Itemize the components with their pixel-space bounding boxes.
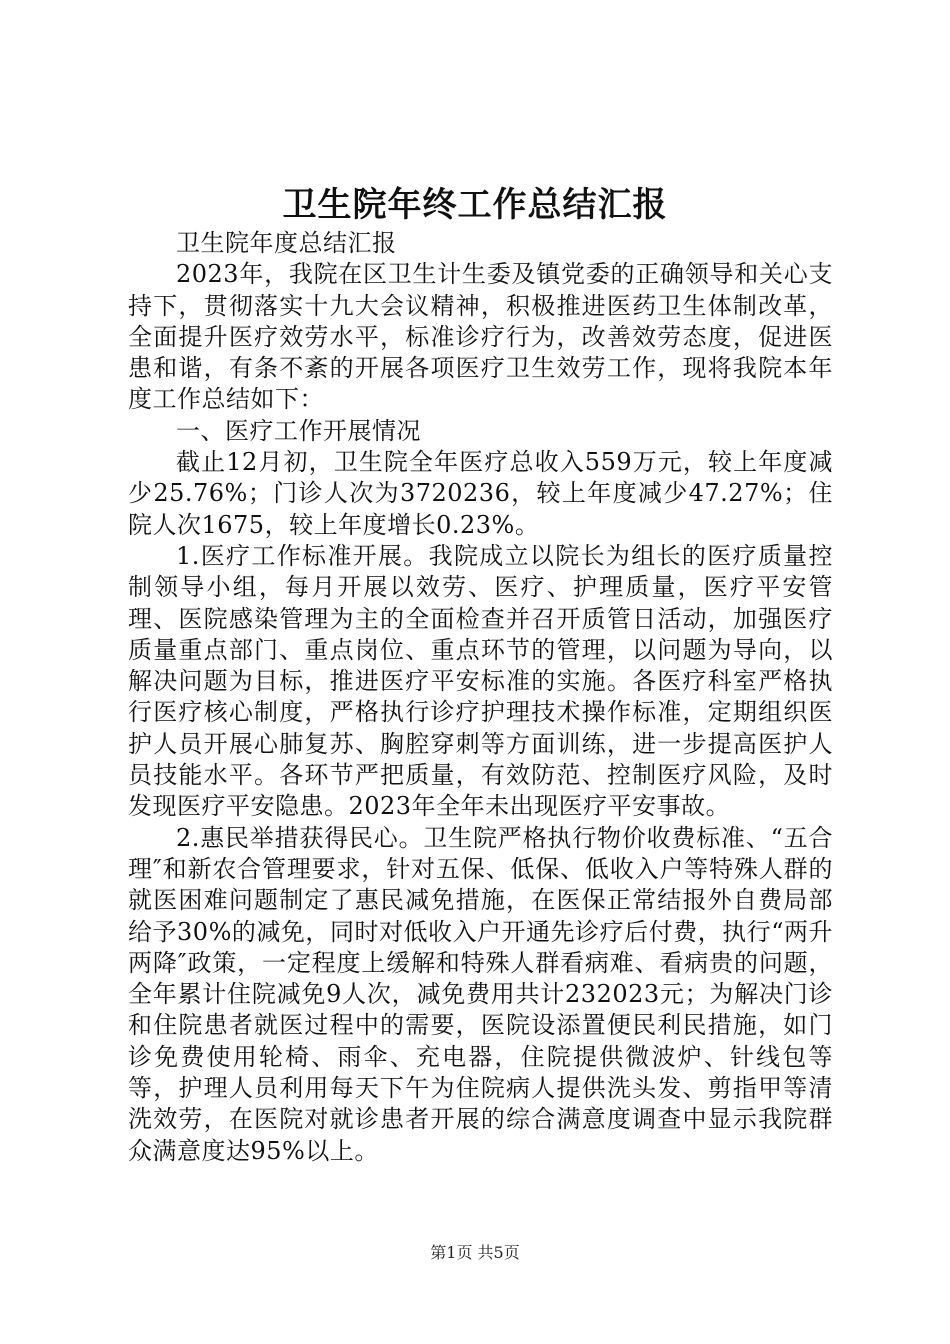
document-title: 卫生院年终工作总结汇报 bbox=[282, 185, 668, 225]
item-2-paragraph: 2.惠民举措获得民心。卫生院严格执行物价收费标准、“五合理″和新农合管理要求，针对五保、低保、低收入户等特殊人群的就医困难问题制定了惠民减免措施，在医保正常结报外自费局部给予30%的减免，同时对低收入户开通先诊疗后付费，执行“两升两降″政策，一定程度上缓解和特殊人群看病难、看病贵的问题，全年累计住院减免9人次，减免费用共计232023元；为解决门诊和住院患者就医过程中的需要，医院设添置便民利民措施，如门诊免费使用轮椅、雨伞、充电器，住院提供微波炉、针线包等等，护理人员利用每天下午为住院病人提供洗头发、剪指甲等清洗效劳，在医院对就诊患者开展的综合满意度调查中显示我院群众满意度达95%以上。 bbox=[128, 823, 833, 1165]
statistics-paragraph: 截止12月初，卫生院全年医疗总收入559万元，较上年度减少25.76%；门诊人次为3720236，较上年度减少47.27%；住院人次1675，较上年度增长0.23%。 bbox=[128, 448, 833, 539]
intro-paragraph: 2023年，我院在区卫生计生委及镇党委的正确领导和关心支持下，贯彻落实十九大会议精神，积极推进医药卫生体制改革，全面提升医疗效劳水平，标准诊疗行为，改善效劳态度，促进医患和谐，有条不紊的开展各项医疗卫生效劳工作，现将我院本年度工作总结如下： bbox=[128, 260, 833, 414]
document-body bbox=[128, 228, 833, 1167]
section-heading: 一、医疗工作开展情况 bbox=[176, 416, 421, 445]
item-1-paragraph: 1.医疗工作标准开展。我院成立以院长为组长的医疗质量控制领导小组，每月开展以效劳、医疗、护理质量，医疗平安管理、医院感染管理为主的全面检查并召开质管日活动，加强医疗质量重点部门、重点岗位、重点环节的管理，以问题为导向，以解决问题为目标，推进医疗平安标准的实施。各医疗科室严格执行医疗核心制度，严格执行诊疗护理技术操作标准，定期组织医护人员开展心肺复苏、胸腔穿刺等方面训练，进一步提高医护人员技能水平。各环节严把质量，有效防范、控制医疗风险，及时发现医疗平安隐患。2023年全年未出现医疗平安事故。 bbox=[128, 541, 833, 821]
subtitle-paragraph: 卫生院年度总结汇报 bbox=[176, 229, 397, 257]
page-footer: 第1页 共5页 bbox=[430, 1243, 520, 1262]
